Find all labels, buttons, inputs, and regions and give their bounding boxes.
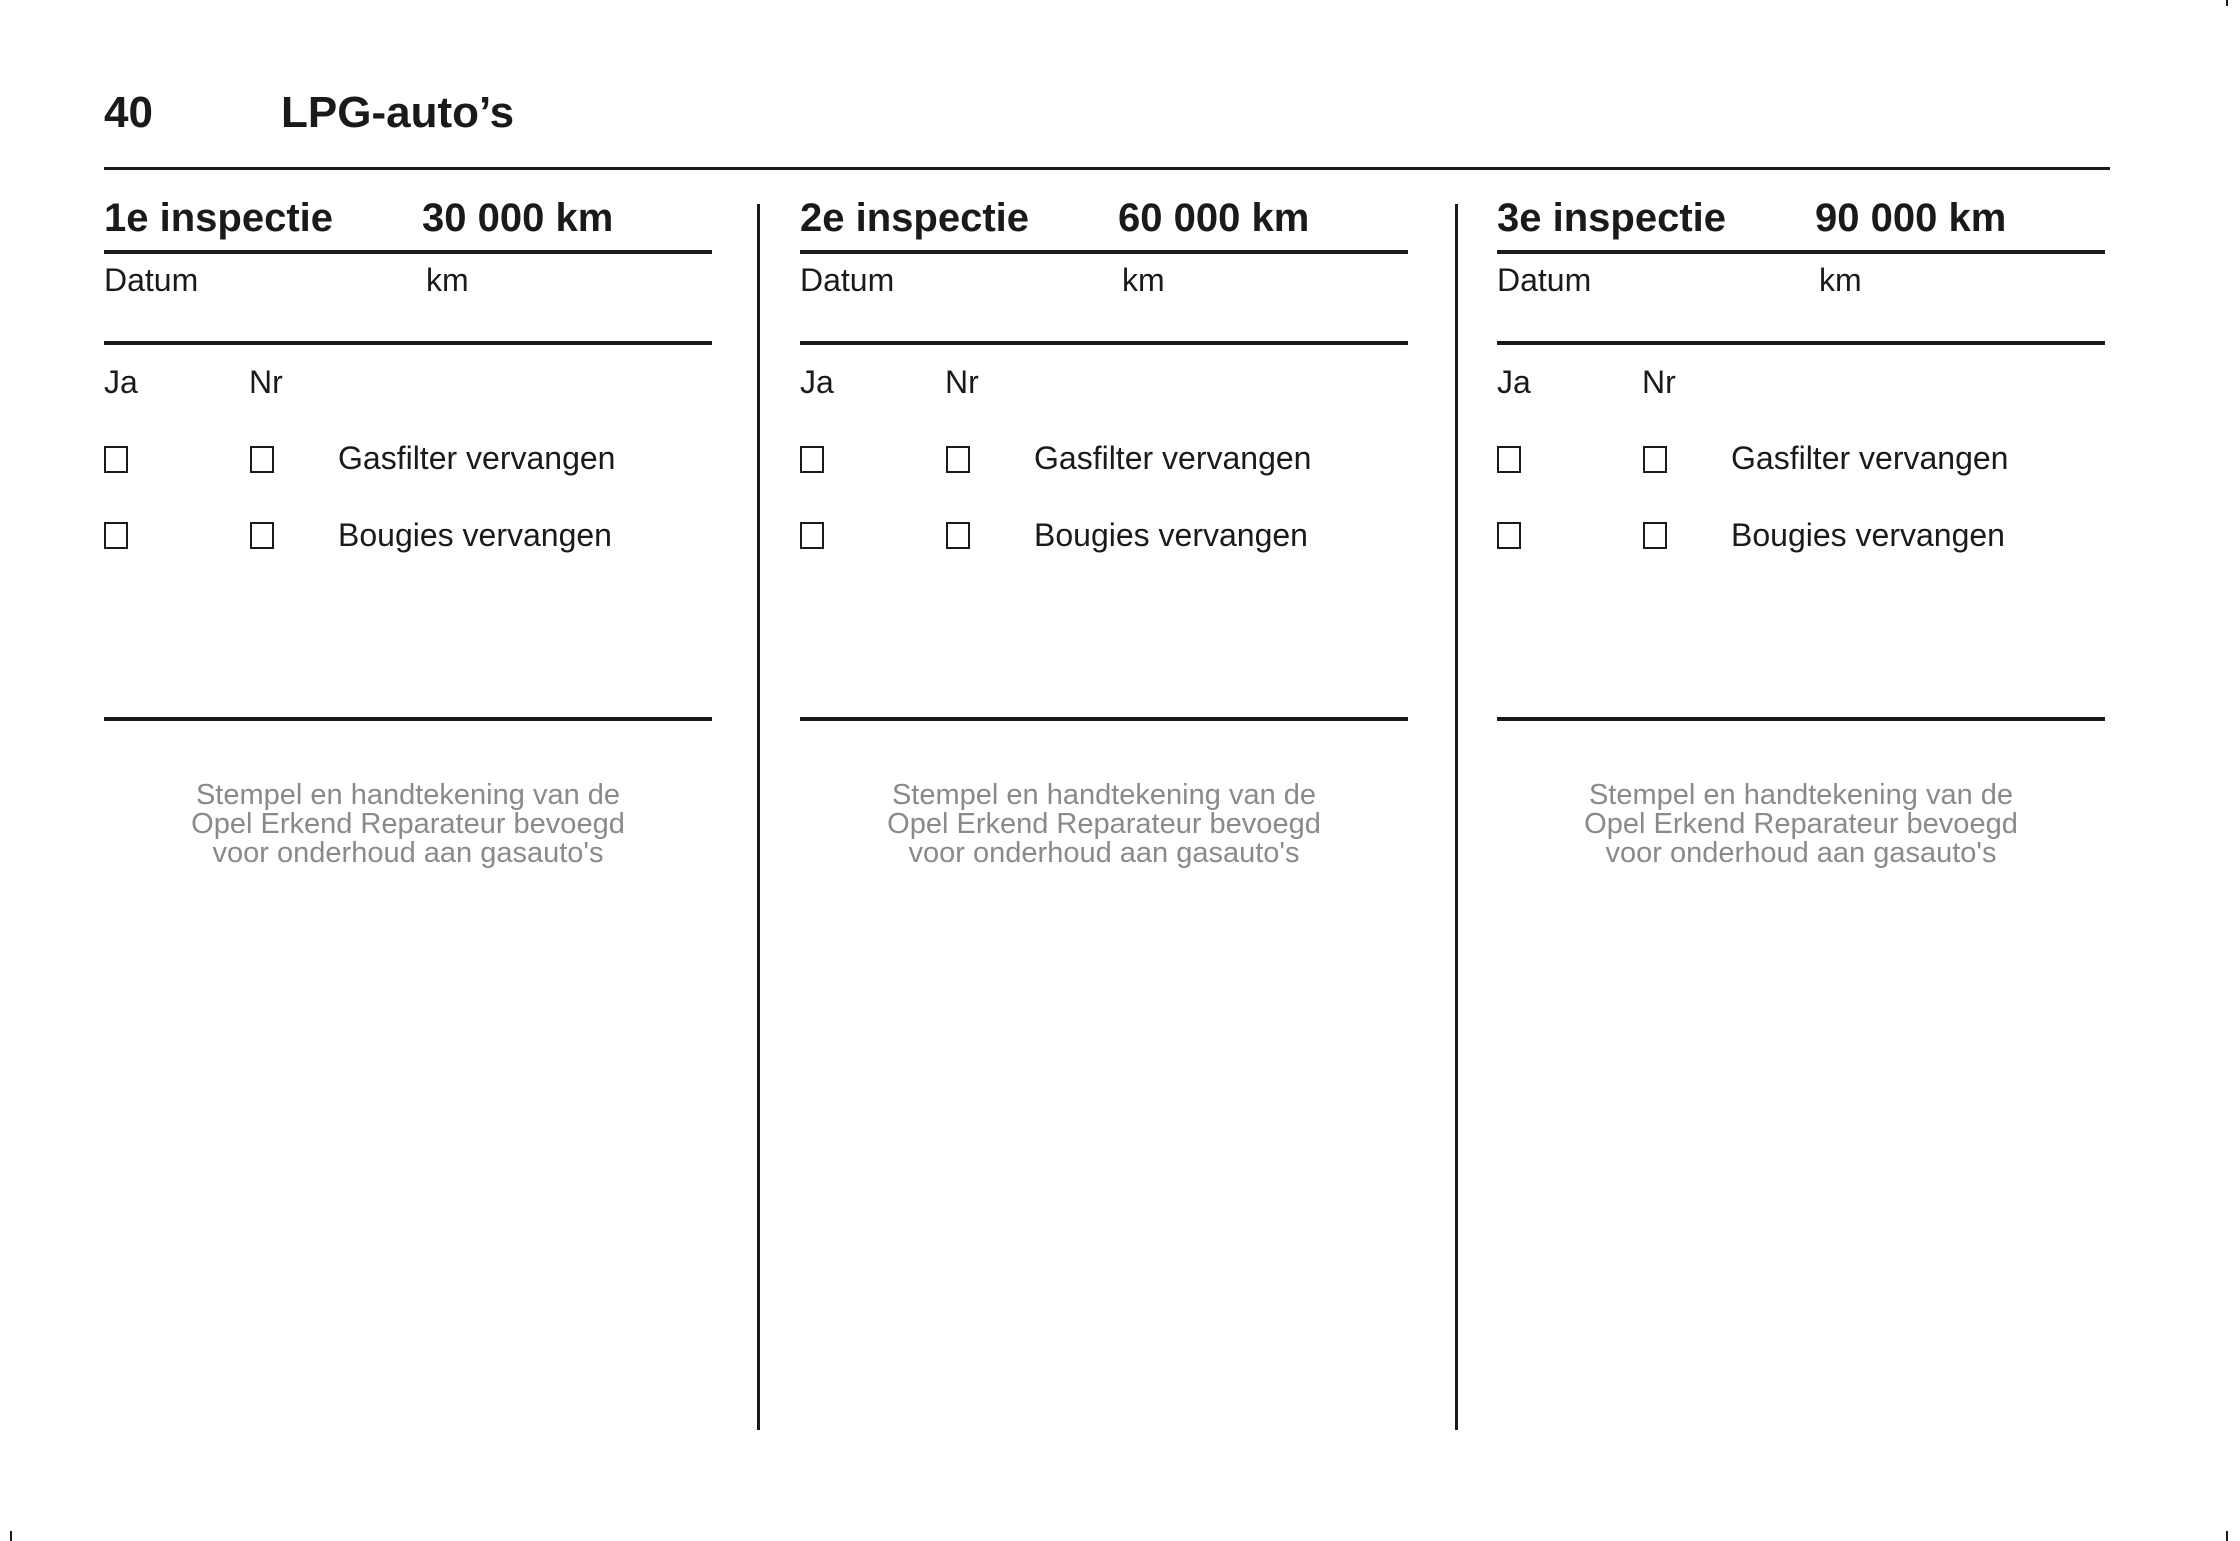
stamp-line: Opel Erkend Reparateur bevoegd <box>1584 808 2018 840</box>
stamp-area-rule <box>104 717 712 721</box>
yes-label: Ja <box>800 364 834 400</box>
stamp-area-rule <box>1497 717 2105 721</box>
crop-mark <box>2226 1531 2228 1541</box>
inspection-title: 3e inspectie <box>1497 196 1727 240</box>
task-bougies-label: Bougies vervangen <box>338 517 612 553</box>
stamp-area-rule <box>800 717 1408 721</box>
column-divider <box>1455 204 1458 1430</box>
date-label: Datum <box>104 262 199 298</box>
stamp-line: Opel Erkend Reparateur bevoegd <box>887 808 1321 840</box>
gasfilter-no-checkbox[interactable] <box>1643 446 1667 473</box>
stamp-signature-note <box>800 781 1408 868</box>
stamp-signature-note <box>1497 781 2105 868</box>
inspection-km-target: 90 000 km <box>1815 196 2007 240</box>
bougies-no-checkbox[interactable] <box>946 522 970 549</box>
heading-rule <box>1497 250 2105 254</box>
crop-mark <box>10 1531 12 1541</box>
bougies-yes-checkbox[interactable] <box>800 522 824 549</box>
task-bougies-label: Bougies vervangen <box>1731 517 2005 553</box>
km-label: km <box>426 262 469 298</box>
inspection-title: 2e inspectie <box>800 196 1030 240</box>
bougies-yes-checkbox[interactable] <box>1497 522 1521 549</box>
gasfilter-yes-checkbox[interactable] <box>800 446 824 473</box>
inspection-column-1 <box>104 0 712 1541</box>
inspection-column-2 <box>800 0 1408 1541</box>
crop-mark <box>2226 0 2228 6</box>
inspection-km-target: 30 000 km <box>422 196 614 240</box>
bougies-yes-checkbox[interactable] <box>104 522 128 549</box>
bougies-no-checkbox[interactable] <box>250 522 274 549</box>
date-km-entry-line[interactable] <box>1497 341 2105 345</box>
stamp-line: Stempel en handtekening van de <box>195 779 621 811</box>
date-label: Datum <box>800 262 895 298</box>
inspection-km-target: 60 000 km <box>1118 196 1310 240</box>
date-km-entry-line[interactable] <box>104 341 712 345</box>
gasfilter-yes-checkbox[interactable] <box>104 446 128 473</box>
stamp-line: Stempel en handtekening van de <box>1588 779 2014 811</box>
stamp-line: voor onderhoud aan gasauto's <box>212 837 604 869</box>
no-label: Nr <box>249 364 283 400</box>
task-gasfilter-label: Gasfilter vervangen <box>1731 440 2009 476</box>
km-label: km <box>1819 262 1862 298</box>
heading-rule <box>104 250 712 254</box>
stamp-line: Opel Erkend Reparateur bevoegd <box>191 808 625 840</box>
yes-label: Ja <box>104 364 138 400</box>
task-bougies-label: Bougies vervangen <box>1034 517 1308 553</box>
no-label: Nr <box>1642 364 1676 400</box>
task-gasfilter-label: Gasfilter vervangen <box>338 440 616 476</box>
heading-rule <box>800 250 1408 254</box>
task-gasfilter-label: Gasfilter vervangen <box>1034 440 1312 476</box>
page-title: LPG-auto’s <box>281 88 515 137</box>
stamp-line: voor onderhoud aan gasauto's <box>908 837 1300 869</box>
stamp-signature-note <box>104 781 712 868</box>
stamp-line: Stempel en handtekening van de <box>891 779 1317 811</box>
column-divider <box>757 204 760 1430</box>
no-label: Nr <box>945 364 979 400</box>
yes-label: Ja <box>1497 364 1531 400</box>
date-km-entry-line[interactable] <box>800 341 1408 345</box>
inspection-column-3 <box>1497 0 2105 1541</box>
page-number: 40 <box>104 88 153 137</box>
gasfilter-no-checkbox[interactable] <box>250 446 274 473</box>
date-label: Datum <box>1497 262 1592 298</box>
gasfilter-yes-checkbox[interactable] <box>1497 446 1521 473</box>
inspection-title: 1e inspectie <box>104 196 334 240</box>
stamp-line: voor onderhoud aan gasauto's <box>1605 837 1997 869</box>
gasfilter-no-checkbox[interactable] <box>946 446 970 473</box>
km-label: km <box>1122 262 1165 298</box>
bougies-no-checkbox[interactable] <box>1643 522 1667 549</box>
